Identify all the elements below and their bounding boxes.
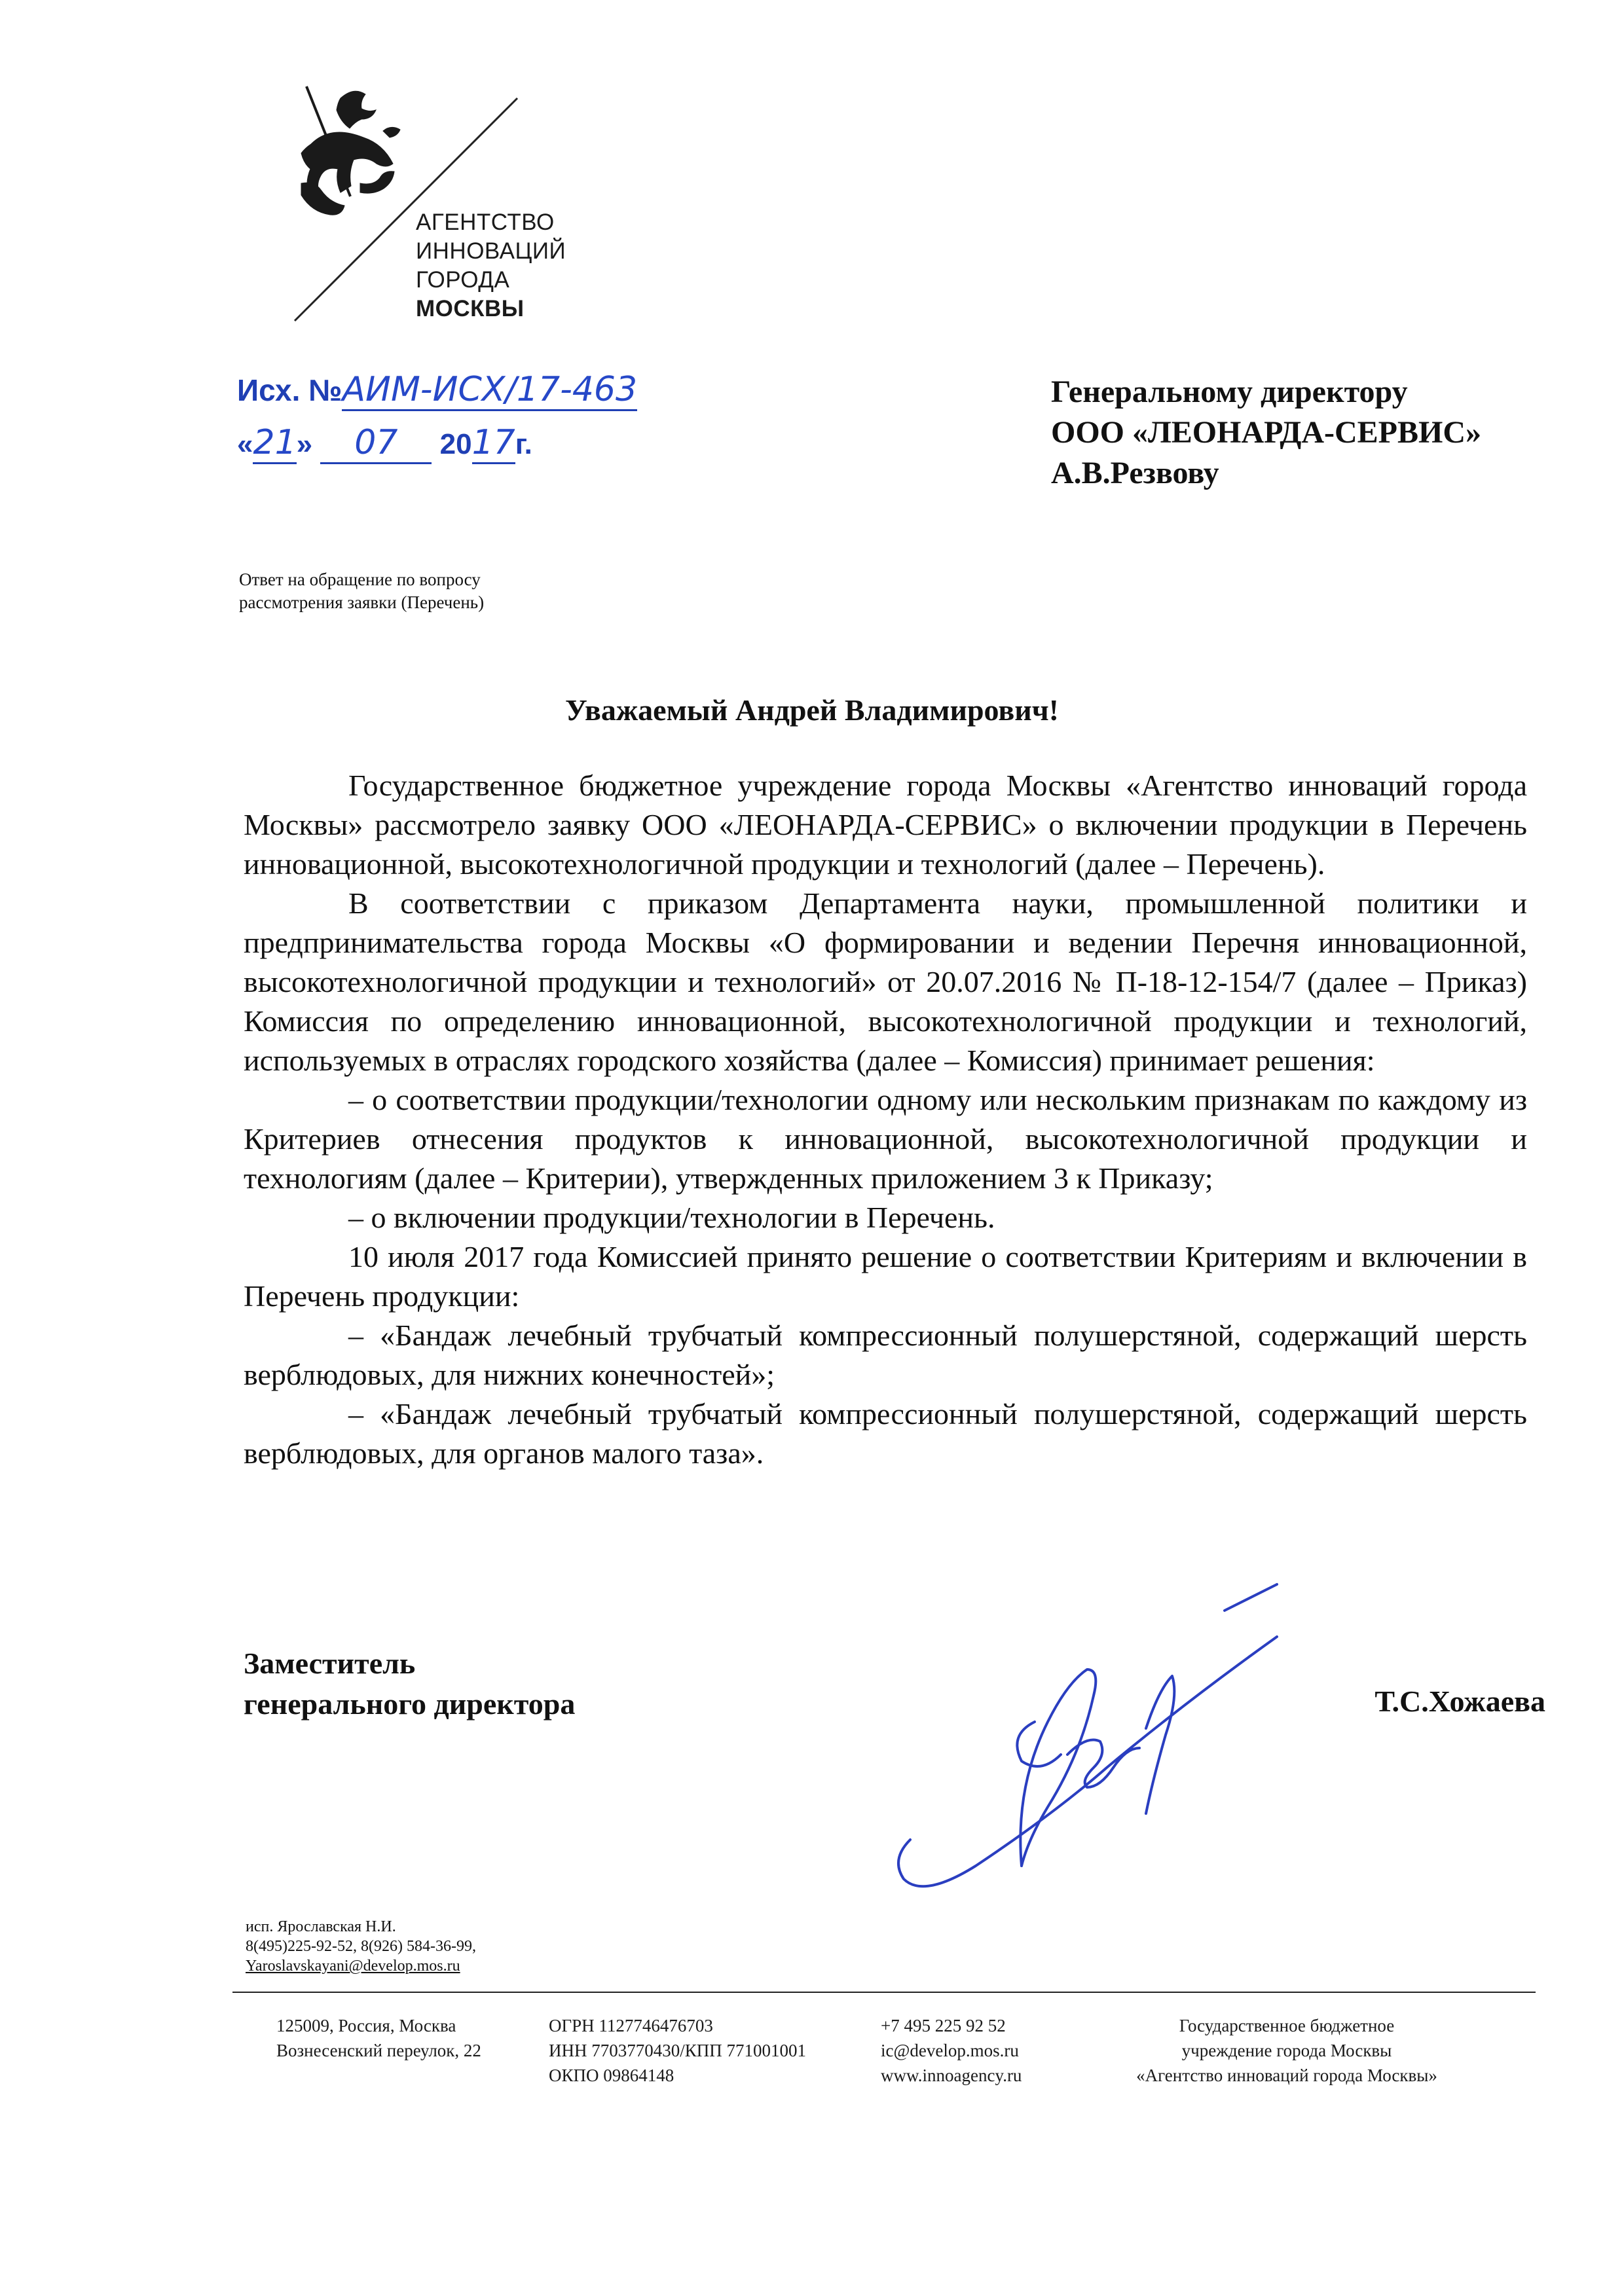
paragraph-2: В соответствии с приказом Департамента науки, промышленной политики и предпринимательства города Москвы «О формировании и ведении Перечня инновационной, высокотехнологичной продукции и технологий» от 20.07.2016 № П-18-12-154/7 (далее – Приказ) Комиссия по определению инновационной, высокотехнологичной продукции и технологий, используемых в отраслях городского хозяйства (далее – Комиссия) принимает решения: [244,886,1527,1077]
footer-org-line-1: Государственное бюджетное [1179,2016,1395,2035]
executor-name: исп. Ярославская Н.И. [246,1918,396,1935]
logo-line-2: ИННОВАЦИЙ [416,238,566,264]
executor-phones: 8(495)225-92-52, 8(926) 584-36-99, [246,1938,476,1955]
subject-block [239,568,632,614]
addressee-line-3: А.В.Резвову [1051,456,1219,490]
ref-day: 21 [253,423,296,464]
footer-email-link[interactable]: ic@develop.mos.ru [881,2041,1019,2060]
footer-divider [232,1992,1536,1993]
paragraph-1: Государственное бюджетное учреждение города Москвы «Агентство инноваций города Москвы» рассмотрело заявку ООО «ЛЕОНАРДА-СЕРВИС» о включении продукции в Перечень инновационной, высокотехнологичной продукции и технологий (далее – Перечень). [244,769,1527,881]
ref-quote-open: « [237,428,253,460]
executor-email-link[interactable]: Yaroslavskayani@develop.mos.ru [246,1958,460,1975]
ref-number: АИМ-ИСХ/17-463 [342,370,637,411]
signatory-title-line-1: Заместитель [244,1647,416,1680]
signatory-title [244,1643,702,1724]
subject-line-1: Ответ на обращение по вопросу [239,570,481,589]
footer-organization [1103,2013,1470,2088]
footer-okpo: ОКПО 09864148 [549,2066,674,2085]
letter-body [244,766,1527,1473]
addressee-block [1051,372,1588,494]
outgoing-reference [237,370,695,464]
paragraph-3: – о соответствии продукции/технологии одному или нескольким признакам по каждому из Критериев отнесения продуктов к инновационной, высокотехнологичной продукции и технологиям (далее – Критерии), утвержденных приложением 3 к Приказу; [244,1083,1527,1195]
footer-org-line-3: «Агентство инноваций города Москвы» [1136,2066,1437,2085]
signatory-title-line-2: генерального директора [244,1687,576,1721]
subject-line-2: рассмотрения заявки (Перечень) [239,592,485,612]
greeting: Уважаемый Андрей Владимирович! [565,693,1059,727]
ref-prefix: Исх. № [237,373,342,407]
ref-quote-close: » [296,428,313,460]
footer-website-link[interactable]: www.innoagency.ru [881,2066,1022,2085]
executor-block [246,1917,638,1976]
footer-contacts [881,2013,1097,2088]
footer-address-line-1: 125009, Россия, Москва [276,2016,456,2035]
paragraph-4: – о включении продукции/технологии в Перечень. [348,1201,995,1234]
footer-org-line-2: учреждение города Москвы [1181,2041,1392,2060]
footer-address-line-2: Вознесенский переулок, 22 [276,2041,481,2060]
footer-ogrn: ОГРН 1127746476703 [549,2016,713,2035]
logo-line-4: МОСКВЫ [416,296,525,321]
logo-line-1: АГЕНТСТВО [416,210,555,235]
footer-phone: +7 495 225 92 52 [881,2016,1006,2035]
signatory-name: Т.С.Хожаева [1375,1685,1545,1718]
ref-year-suffix: 17 [472,423,515,464]
paragraph-5: 10 июля 2017 года Комиссией принято решение о соответствии Критериям и включении в Перечень продукции: [244,1240,1527,1313]
addressee-line-1: Генеральному директору [1051,374,1408,409]
ref-year-end: г. [515,428,532,460]
logo-line-3: ГОРОДА [416,267,510,293]
agency-name-text [416,208,678,323]
footer-address [276,2013,525,2063]
handwritten-signature-icon [871,1558,1329,1925]
footer-inn-kpp: ИНН 7703770430/КПП 771001001 [549,2041,807,2060]
paragraph-7: – «Бандаж лечебный трубчатый компрессионный полушерстяной, содержащий шерсть верблюдовых, для органов малого таза». [244,1397,1527,1470]
ref-year-prefix: 20 [439,428,472,460]
addressee-line-2: ООО «ЛЕОНАРДА-СЕРВИС» [1051,415,1481,450]
footer-registry [549,2013,863,2088]
ref-month: 07 [320,423,432,464]
paragraph-6: – «Бандаж лечебный трубчатый компрессионный полушерстяной, содержащий шерсть верблюдовых, для нижних конечностей»; [244,1319,1527,1391]
